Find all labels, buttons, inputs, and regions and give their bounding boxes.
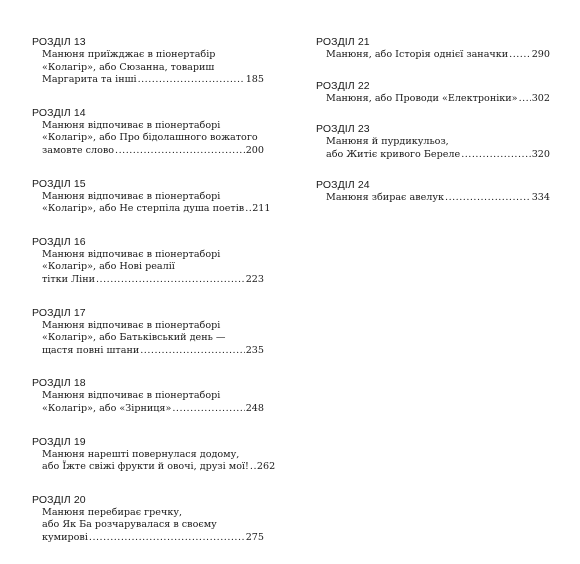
title-last-line [42,461,276,474]
chapter-heading: РОЗДІЛ 13 [32,36,86,48]
toc-entry-chapter-21 [316,36,550,62]
toc-entry-chapter-16 [32,236,264,287]
chapter-title [316,192,550,205]
chapter-title [32,249,264,287]
page-number: 185 [245,74,264,86]
title-line: «Колагір», або Про бідолашного вожатого [42,132,258,144]
dot-leader [96,274,245,287]
toc-entry-chapter-20 [32,494,264,545]
title-last-line [42,532,264,545]
title-last-line [42,274,264,287]
chapter-title [32,507,264,545]
title-line: Маргарита та інші [42,74,137,86]
dot-leader [461,149,531,162]
chapter-heading: РОЗДІЛ 21 [316,36,370,48]
chapter-title [32,49,264,87]
title-last-line [42,74,264,87]
chapter-heading: РОЗДІЛ 15 [32,177,86,190]
dot-leader [519,93,531,106]
chapter-title [316,49,550,62]
title-line: Манюня приїжджає в піонертабір [42,49,216,60]
toc-entry-chapter-24 [316,179,550,205]
title-line: «Колагір», або «Зірниця» [42,402,172,414]
page-number: 334 [531,192,550,204]
dot-leader [245,203,251,216]
chapter-heading: РОЗДІЛ 19 [32,435,86,448]
dot-leader [509,49,531,62]
title-last-line [42,403,264,416]
title-line: Манюня відпочиває в піонертаборі [42,190,221,202]
title-line: тітки Ліни [42,273,95,285]
dot-leader [140,345,244,358]
title-line: Манюня відпочиває в піонертаборі [42,390,221,402]
title-line: Манюня, або Історія однієї заначки [326,49,509,60]
title-line: «Колагір», або Не стерпіла душа поетів [42,203,245,215]
dot-leader [138,74,245,87]
toc-entry-chapter-17 [32,307,264,358]
page-number: 200 [245,144,264,156]
title-line: кумирові [42,531,88,543]
dot-leader [250,461,256,474]
chapter-heading: РОЗДІЛ 16 [32,235,86,248]
title-line: замовте слово [42,144,115,156]
title-last-line [326,49,550,62]
page-number: 302 [531,92,550,104]
title-line: «Колагір», або Сюзанна, товариш [42,61,215,73]
chapter-heading: РОЗДІЛ 23 [316,123,370,136]
title-line: «Колагір», або Батьківський день — [42,332,226,344]
title-line: або Їжте свіжі фрукти й овочі, друзі мої! [42,461,249,473]
title-last-line [326,93,550,106]
title-last-line [42,145,264,158]
chapter-title [32,120,264,158]
title-line: Манюня й пурдикульоз, [326,136,449,148]
dot-leader [445,192,531,205]
chapter-title [316,136,550,161]
page-number: 248 [245,402,264,414]
page-number: 223 [245,273,264,285]
title-line: Манюня збирає авелук [326,192,445,204]
toc-entry-chapter-18 [32,377,264,415]
toc-right-column [316,36,550,223]
chapter-title [32,390,264,415]
title-last-line [42,203,271,216]
chapter-title [32,448,276,474]
title-line: або Як Ба розчарувалася в своєму [42,519,217,531]
page-number: 275 [245,531,264,543]
chapter-heading: РОЗДІЛ 20 [32,493,86,506]
chapter-heading: РОЗДІЛ 17 [32,306,86,319]
chapter-heading: РОЗДІЛ 22 [316,79,370,92]
toc-entry-chapter-19 [32,435,276,474]
title-line: щастя повні штани [42,344,140,356]
title-line: «Колагір», або Нові реалії [42,261,175,273]
toc-left-column [32,36,276,564]
dot-leader [89,532,245,545]
toc-entry-chapter-14 [32,107,264,158]
toc-entry-chapter-22 [316,80,550,106]
title-line: Манюня відпочиває в піонертаборі [42,319,221,331]
page-number: 235 [245,344,264,356]
title-line: Манюня відпочиває в піонертаборі [42,119,221,131]
title-line: Манюня відпочиває в піонертаборі [42,248,221,260]
chapter-heading: РОЗДІЛ 24 [316,179,370,192]
dot-leader [172,403,244,416]
toc-entry-chapter-23 [316,123,550,161]
chapter-title [32,190,271,216]
title-last-line [326,192,550,205]
chapter-title [316,93,550,106]
chapter-heading: РОЗДІЛ 14 [32,106,86,119]
page-number: 320 [531,148,550,160]
title-last-line [42,345,264,358]
title-line: Манюня, або Проводи «Електроніки» [326,92,518,104]
page-number: 290 [531,49,550,60]
toc-entry-chapter-13 [32,36,264,87]
title-line: Манюня нарешті повернулася додому, [42,448,240,460]
title-line: Манюня перебирає гречку, [42,506,183,518]
toc-entry-chapter-15 [32,177,271,216]
chapter-title [32,320,264,358]
page-number: 211 [252,203,271,215]
chapter-heading: РОЗДІЛ 18 [32,377,86,390]
title-last-line [326,149,550,162]
dot-leader [115,145,245,158]
page-number: 262 [256,461,276,473]
title-line: або Житіє кривого Береле [326,148,461,160]
